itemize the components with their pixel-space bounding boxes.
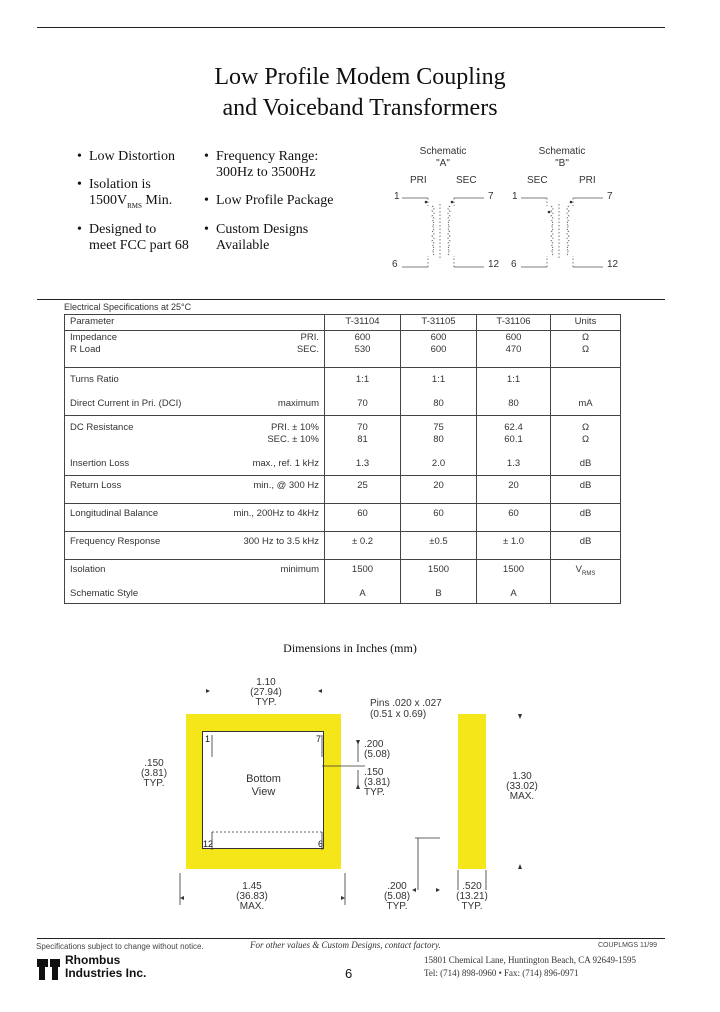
feature-isolation-suffix: Min. <box>141 193 173 208</box>
header-parameter: Parameter <box>65 315 325 331</box>
schematic-a-pin-bl: 6 <box>392 259 398 270</box>
param-cond: PRI. <box>300 332 319 343</box>
value-t31105: B <box>435 588 442 599</box>
dim-pin-pitch-mm: (5.08) <box>364 749 391 760</box>
value-t31105: 1:1 <box>431 374 446 385</box>
unit: dB <box>551 532 621 560</box>
value-t31106: 1500 <box>502 564 525 575</box>
value-t31105: 20 <box>401 476 477 504</box>
param-cond: PRI. ± 10% <box>271 422 319 433</box>
footer-disclaimer: Specifications subject to change without notice. <box>36 942 204 951</box>
unit: V <box>575 564 582 575</box>
dim-profile <box>452 882 492 912</box>
param-name: Impedance <box>70 332 118 343</box>
company-name-2: Industries Inc. <box>65 966 147 980</box>
param-name-2: R Load <box>70 344 101 355</box>
schematic-a-pin-br: 12 <box>488 259 500 270</box>
param-name: DC Resistance <box>70 422 134 433</box>
dim-bottom-width-max: MAX. <box>239 901 265 912</box>
value-t31105: 75 <box>433 422 444 433</box>
dim-height-mm: (33.02) <box>506 781 538 792</box>
pin-number-1: 1 <box>205 734 211 744</box>
dim-pin-pitch-in: .200 <box>364 739 384 750</box>
footer-phone: Tel: (714) 898-0960 • Fax: (714) 896-0971 <box>424 968 579 978</box>
unit: mA <box>578 398 593 409</box>
dim-profile-in: .520 <box>462 881 482 892</box>
feature-isolation-label: Isolation is <box>89 177 151 192</box>
dim-height-in: 1.30 <box>512 771 532 782</box>
value-t31104: 70 <box>357 398 368 409</box>
value-t31104: 1.3 <box>355 458 370 469</box>
page-title-line2: and Voiceband Transformers <box>222 95 498 121</box>
schematic-a-pin-tl: 1 <box>394 191 400 202</box>
dim-left-offset-in: .150 <box>144 758 164 769</box>
header-units: Units <box>551 315 621 331</box>
dim-bottom-width-mm: (36.83) <box>236 891 268 902</box>
value-t31104-2: 81 <box>357 434 368 445</box>
feature-isolation-sub: RMS <box>127 201 142 210</box>
schematic-a-label: Schematic <box>419 146 467 157</box>
value-t31106: 600 <box>505 332 522 343</box>
footer-code: COUPLMGS 11/99 <box>598 942 658 949</box>
dim-pins-mm: (0.51 x 0.69) <box>370 709 427 720</box>
dim-top-width-typ: TYP. <box>255 697 277 708</box>
company-name <box>65 954 146 980</box>
value-t31104: 600 <box>354 332 371 343</box>
param-name: Frequency Response <box>65 532 215 560</box>
value-t31104: 70 <box>357 422 368 433</box>
value-t31106: 62.4 <box>504 422 523 433</box>
param-name: Turns Ratio <box>70 374 119 385</box>
rhombus-logo <box>36 956 62 982</box>
footer-address: 15801 Chemical Lane, Huntington Beach, CA 92649-1595 <box>424 955 636 965</box>
param-cond: max., ref. 1 kHz <box>252 458 319 469</box>
unit-sub: RMS <box>582 570 596 577</box>
value-t31106: 1:1 <box>506 374 521 385</box>
feature-low-profile: • Low Profile Package <box>216 193 333 209</box>
param-cond: 300 Hz to 3.5 kHz <box>215 532 325 560</box>
dim-standoff-typ: TYP. <box>386 901 408 912</box>
value-t31104: ± 0.2 <box>325 532 401 560</box>
dim-bottom-width-in: 1.45 <box>242 881 262 892</box>
feature-frequency-value: 300Hz to 3500Hz <box>216 165 316 180</box>
value-t31106: 60 <box>477 504 551 532</box>
schematic-b-pin-tr: 7 <box>607 191 613 202</box>
dim-pin-spacing-typ: TYP. <box>364 787 385 798</box>
dimensions-title: Dimensions in Inches (mm) <box>283 641 417 655</box>
value-t31105: 80 <box>433 398 444 409</box>
pin-number-12: 12 <box>203 839 214 849</box>
dim-top-width <box>244 678 288 708</box>
param-cond-2: SEC. <box>296 344 319 355</box>
value-t31105: 1500 <box>427 564 450 575</box>
param-name: Return Loss <box>65 476 215 504</box>
param-cond: min., @ 300 Hz <box>215 476 325 504</box>
pin-number-6: 6 <box>318 839 324 849</box>
value-t31105: 600 <box>430 332 447 343</box>
dim-pins <box>370 698 442 720</box>
dim-profile-mm: (13.21) <box>456 891 488 902</box>
dim-pin-spacing-mm: (3.81) <box>364 777 391 788</box>
dim-standoff-in: .200 <box>387 881 407 892</box>
value-t31104: 60 <box>325 504 401 532</box>
value-t31105-2: 600 <box>430 344 447 355</box>
pin-number-7: 7 <box>316 734 322 744</box>
dim-left-offset-typ: TYP. <box>143 778 165 789</box>
schematic-b-name: "B" <box>555 158 569 169</box>
dim-top-width-in: 1.10 <box>256 677 276 688</box>
feature-fcc-line2: meet FCC part 68 <box>89 238 189 253</box>
dim-bottom-width <box>230 882 274 912</box>
feature-custom-line1: Custom Designs <box>216 222 309 237</box>
schematic-b-left-label: SEC <box>527 175 548 186</box>
unit: Ω <box>581 422 590 433</box>
unit: Ω <box>581 332 590 343</box>
unit: dB <box>551 504 621 532</box>
dim-height <box>505 772 539 802</box>
spec-caption: Electrical Specifications at 25°C <box>64 302 192 312</box>
param-cond: minimum <box>280 564 319 575</box>
schematic-a-right-label: SEC <box>456 175 477 186</box>
schematic-a-name: "A" <box>436 158 450 169</box>
dim-pins-in: Pins .020 x .027 <box>370 698 442 709</box>
page-number: 6 <box>345 966 353 981</box>
dim-left-offset <box>139 759 169 789</box>
feature-fcc-line1: Designed to <box>89 222 157 237</box>
schematic-a-left-label: PRI <box>410 175 427 186</box>
bottom-view-label-1: Bottom <box>246 773 281 785</box>
param-name: Isolation <box>70 564 106 575</box>
param-cond: min., 200Hz to 4kHz <box>215 504 325 532</box>
dim-standoff <box>382 882 412 912</box>
dim-pin-pitch <box>364 740 390 760</box>
rhombus-logo-icon <box>36 956 62 982</box>
schematic-b-pin-br: 12 <box>607 259 619 270</box>
header-t31104: T-31104 <box>325 315 401 331</box>
value-t31106: A <box>510 588 517 599</box>
value-t31106: 80 <box>508 398 519 409</box>
feature-isolation-value: 1500V <box>89 193 128 208</box>
value-t31106: 1.3 <box>506 458 521 469</box>
value-t31104: 25 <box>325 476 401 504</box>
value-t31106-2: 60.1 <box>504 434 523 445</box>
feature-frequency-label: Frequency Range: <box>216 149 319 164</box>
param-cond: maximum <box>277 398 319 409</box>
value-t31105: 60 <box>401 504 477 532</box>
param-name: Longitudinal Balance <box>65 504 215 532</box>
value-t31104: A <box>359 588 366 599</box>
unit: dB <box>551 476 621 504</box>
param-name: Schematic Style <box>70 588 139 599</box>
header-t31105: T-31105 <box>401 315 477 331</box>
value-t31105: 2.0 <box>431 458 446 469</box>
unit-2: Ω <box>581 434 590 445</box>
value-t31106-2: 470 <box>505 344 522 355</box>
schematic-b-label: Schematic <box>538 146 586 157</box>
unit-2: Ω <box>581 344 590 355</box>
param-name: Insertion Loss <box>70 458 130 469</box>
value-t31106: ± 1.0 <box>477 532 551 560</box>
schematic-b-right-label: PRI <box>579 175 596 186</box>
schematic-b-pin-tl: 1 <box>512 191 518 202</box>
dim-left-offset-mm: (3.81) <box>140 768 168 779</box>
bottom-view-label-2: View <box>251 786 276 798</box>
page-title-line1: Low Profile Modem Coupling <box>214 64 506 90</box>
value-t31104: 1500 <box>351 564 374 575</box>
value-t31105-2: 80 <box>433 434 444 445</box>
dim-top-width-mm: (27.94) <box>250 687 282 698</box>
schematic-a-pin-tr: 7 <box>488 191 494 202</box>
company-name-1: Rhombus <box>65 953 121 967</box>
value-t31106: 20 <box>477 476 551 504</box>
dim-height-max: MAX. <box>509 791 535 802</box>
dim-standoff-mm: (5.08) <box>383 891 411 902</box>
dim-profile-typ: TYP. <box>461 901 483 912</box>
value-t31105: ±0.5 <box>401 532 477 560</box>
dim-pin-spacing-in: .150 <box>364 767 384 778</box>
footer-rule <box>37 938 665 939</box>
param-cond-2: SEC. ± 10% <box>267 434 319 445</box>
value-t31104: 1:1 <box>355 374 370 385</box>
feature-low-distortion: • Low Distortion <box>89 149 175 165</box>
param-name: Direct Current in Pri. (DCI) <box>70 398 182 409</box>
feature-custom-line2: Available <box>216 238 270 253</box>
footer-custom-designs: For other values & Custom Designs, contact factory. <box>250 940 441 950</box>
value-t31104-2: 530 <box>354 344 371 355</box>
schematic-b-pin-bl: 6 <box>511 259 517 270</box>
unit: dB <box>579 458 592 469</box>
header-t31106: T-31106 <box>477 315 551 331</box>
dim-pin-spacing <box>364 768 390 798</box>
